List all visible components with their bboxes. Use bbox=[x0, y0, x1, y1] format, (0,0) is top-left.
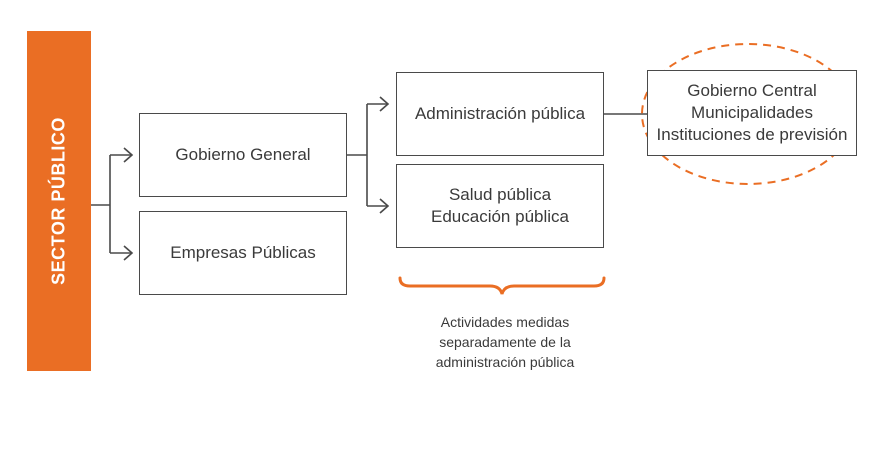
administracion-publica-label: Administración pública bbox=[414, 104, 586, 123]
educacion-publica-label: Educación pública bbox=[431, 207, 569, 226]
niveles-gobierno-box bbox=[647, 70, 857, 156]
instituciones-prevision-label: Instituciones de previsión bbox=[656, 125, 848, 144]
empresas-publicas-box bbox=[139, 211, 347, 295]
empresas-publicas-label: Empresas Públicas bbox=[170, 243, 316, 262]
curly-brace bbox=[400, 278, 604, 294]
trunk-connector bbox=[91, 155, 110, 253]
gobierno-general-box bbox=[139, 113, 347, 197]
municipalidades-label: Municipalidades bbox=[691, 103, 813, 122]
administracion-publica-box bbox=[396, 72, 604, 156]
gobierno-general-label: Gobierno General bbox=[175, 145, 311, 164]
sector-publico-bar bbox=[27, 31, 91, 371]
gobierno-central-label: Gobierno Central bbox=[687, 81, 817, 100]
note-line-2: separadamente de la bbox=[439, 334, 571, 350]
sector-publico-label: SECTOR PÚBLICO bbox=[48, 117, 69, 285]
note-line-3: administración pública bbox=[435, 354, 575, 370]
brace-note bbox=[405, 312, 605, 372]
salud-educacion-box bbox=[396, 164, 604, 248]
salud-publica-label: Salud pública bbox=[448, 185, 552, 204]
connector-gobierno-branch bbox=[347, 104, 367, 206]
note-line-1: Actividades medidas bbox=[440, 314, 570, 330]
